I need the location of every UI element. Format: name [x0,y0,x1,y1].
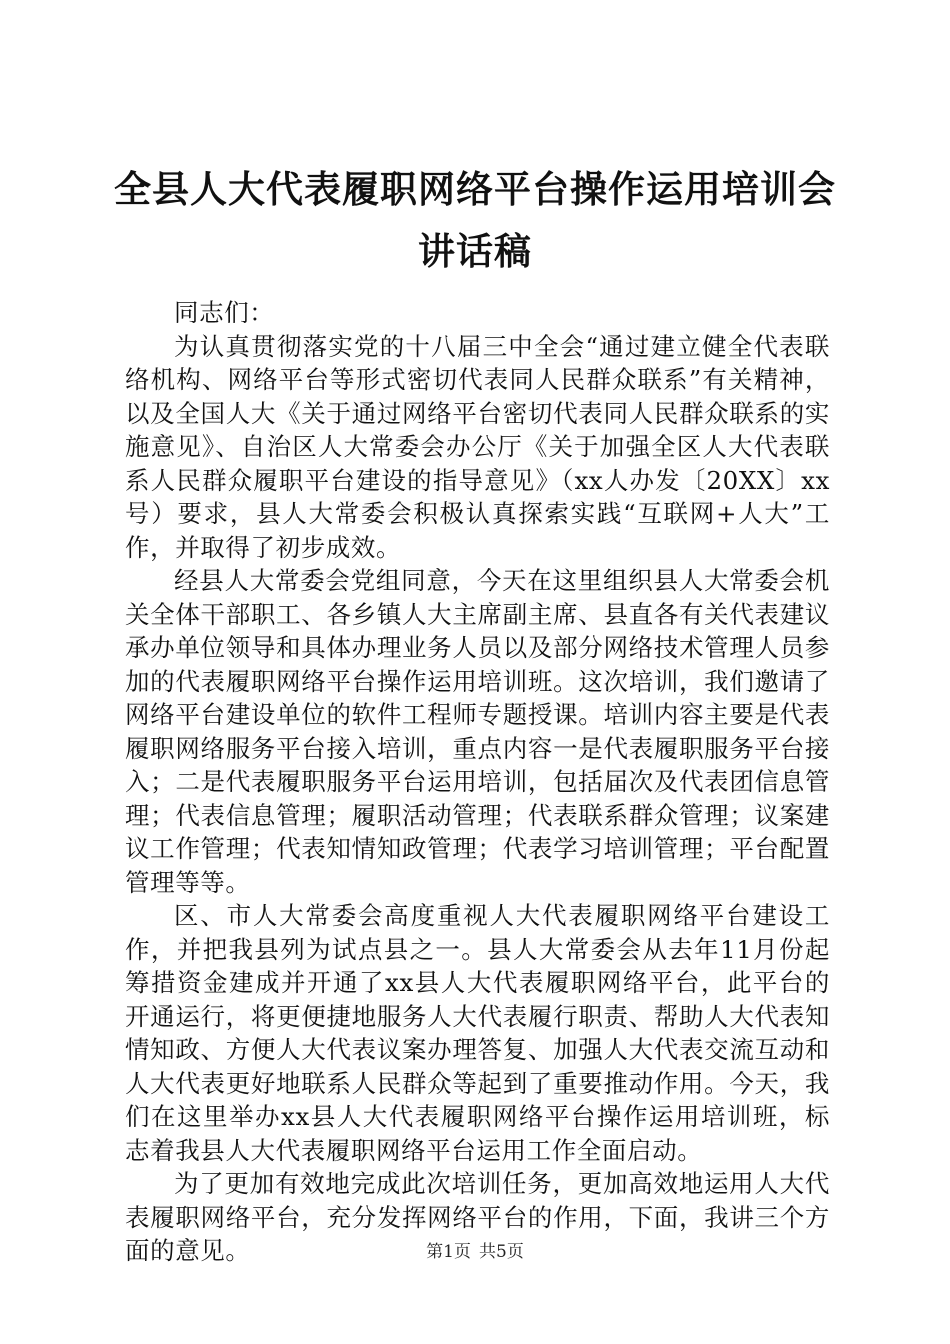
document-title: 全县人大代表履职网络平台操作运用培训会讲话稿 [114,167,836,273]
paragraph-2: 经县人大常委会党组同意，今天在这里组织县人大常委会机关全体干部职工、各乡镇人大主席副主席、县直各有关代表建议承办单位领导和具体办理业务人员以及部分网络技术管理人员参加的代表履职网络平台操作运用培训班。这次培训，我们邀请了网络平台建设单位的软件工程师专题授课。培训内容主要是代表履职网络服务平台接入培训，重点内容一是代表履职服务平台接入；二是代表履职服务平台运用培训，包括届次及代表团信息管理；代表信息管理；履职活动管理；代表联系群众管理；议案建议工作管理；代表知情知政管理；代表学习培训管理；平台配置管理等等。 [125,566,830,897]
document-body [125,296,830,1268]
paragraph-3: 区、市人大常委会高度重视人大代表履职网络平台建设工作，并把我县列为试点县之一。县人大常委会从去年11月份起筹措资金建成并开通了xx县人大代表履职网络平台，此平台的开通运行，将更便捷地服务人大代表履行职责、帮助人大代表知情知政、方便人大代表议案办理答复、加强人大代表交流互动和人大代表更好地联系人民群众等起到了重要推动作用。今天，我们在这里举办xx县人大代表履职网络平台操作运用培训班，标志着我县人大代表履职网络平台运用工作全面启动。 [125,901,830,1165]
greeting: 同志们： [174,298,275,327]
page-number: 第1页 [426,1242,471,1262]
paragraph-1: 为认真贯彻落实党的十八届三中全会“通过建立健全代表联络机构、网络平台等形式密切代表同人民群众联系”有关精神，以及全国人大《关于通过网络平台密切代表同人民群众联系的实施意见》、自治区人大常委会办公厅《关于加强全区人大代表联系人民群众履职平台建设的指导意见》（xx人办发〔20XX〕xx号）要求，县人大常委会积极认真探索实践“互联网+人大”工作，并取得了初步成效。 [125,331,830,562]
page-total: 共5页 [479,1242,524,1262]
paragraph-4: 为了更加有效地完成此次培训任务，更加高效地运用人大代表履职网络平台，充分发挥网络平台的作用，下面，我讲三个方面的意见。 [125,1169,830,1265]
page-footer [0,1240,950,1264]
